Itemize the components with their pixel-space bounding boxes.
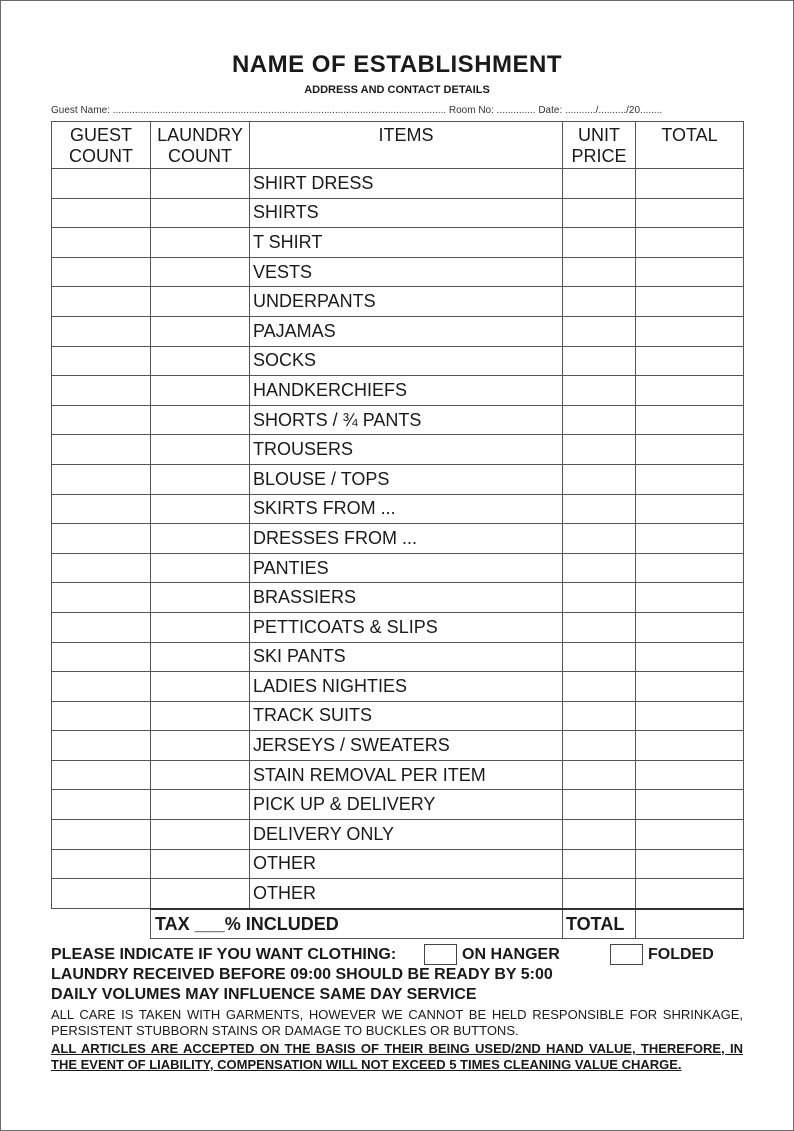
unit-price-cell[interactable] bbox=[563, 672, 636, 702]
unit-price-cell[interactable] bbox=[563, 494, 636, 524]
table-row bbox=[52, 435, 744, 465]
total-cell[interactable] bbox=[636, 672, 744, 702]
laundry-count-cell[interactable] bbox=[151, 553, 250, 583]
item-name: TROUSERS bbox=[250, 435, 563, 465]
unit-price-cell[interactable] bbox=[563, 228, 636, 258]
item-name: PICK UP & DELIVERY bbox=[250, 790, 563, 820]
unit-price-cell[interactable] bbox=[563, 879, 636, 909]
guest-count-cell[interactable] bbox=[52, 612, 151, 642]
total-cell[interactable] bbox=[636, 849, 744, 879]
total-cell[interactable] bbox=[636, 583, 744, 613]
total-cell[interactable] bbox=[636, 524, 744, 554]
folded-checkbox[interactable] bbox=[610, 944, 643, 965]
total-cell[interactable] bbox=[636, 820, 744, 850]
total-cell[interactable] bbox=[636, 790, 744, 820]
guest-count-cell[interactable] bbox=[52, 435, 151, 465]
total-cell[interactable] bbox=[636, 879, 744, 909]
col-guest-count: GUEST COUNT bbox=[52, 122, 151, 169]
total-cell[interactable] bbox=[636, 346, 744, 376]
item-name: VESTS bbox=[250, 257, 563, 287]
laundry-count-cell[interactable] bbox=[151, 464, 250, 494]
total-cell[interactable] bbox=[636, 731, 744, 761]
col-total: TOTAL bbox=[636, 122, 744, 169]
unit-price-cell[interactable] bbox=[563, 612, 636, 642]
table-row bbox=[52, 849, 744, 879]
item-name: STAIN REMOVAL PER ITEM bbox=[250, 760, 563, 790]
guest-count-cell[interactable] bbox=[52, 169, 151, 199]
laundry-count-cell[interactable] bbox=[151, 169, 250, 199]
laundry-count-cell[interactable] bbox=[151, 879, 250, 909]
guest-count-cell[interactable] bbox=[52, 228, 151, 258]
item-name: OTHER bbox=[250, 879, 563, 909]
establishment-name: NAME OF ESTABLISHMENT bbox=[231, 51, 563, 78]
ready-time-note: LAUNDRY RECEIVED BEFORE 09:00 SHOULD BE READY BY 5:00 bbox=[51, 966, 553, 983]
guest-count-cell[interactable] bbox=[52, 849, 151, 879]
item-name: SKI PANTS bbox=[250, 642, 563, 672]
unit-price-cell[interactable] bbox=[563, 287, 636, 317]
item-name: UNDERPANTS bbox=[250, 287, 563, 317]
total-cell[interactable] bbox=[636, 612, 744, 642]
tax-label: TAX ___% INCLUDED bbox=[151, 909, 563, 939]
guest-count-cell[interactable] bbox=[52, 642, 151, 672]
unit-price-cell[interactable] bbox=[563, 346, 636, 376]
unit-price-cell[interactable] bbox=[563, 524, 636, 554]
item-name: BRASSIERS bbox=[250, 583, 563, 613]
guest-count-cell[interactable] bbox=[52, 494, 151, 524]
clothing-preference bbox=[51, 945, 743, 965]
item-name: DELIVERY ONLY bbox=[250, 820, 563, 850]
guest-count-cell[interactable] bbox=[52, 583, 151, 613]
unit-price-cell[interactable] bbox=[563, 169, 636, 199]
table-row bbox=[52, 524, 744, 554]
folded-label: FOLDED bbox=[648, 946, 714, 963]
volume-note: DAILY VOLUMES MAY INFLUENCE SAME DAY SERVICE bbox=[51, 986, 477, 1003]
unit-price-cell[interactable] bbox=[563, 198, 636, 228]
item-name: SOCKS bbox=[250, 346, 563, 376]
item-name: BLOUSE / TOPS bbox=[250, 464, 563, 494]
unit-price-cell[interactable] bbox=[563, 376, 636, 406]
unit-price-cell[interactable] bbox=[563, 760, 636, 790]
table-row bbox=[52, 760, 744, 790]
guest-count-cell[interactable] bbox=[52, 346, 151, 376]
laundry-count-cell[interactable] bbox=[151, 287, 250, 317]
unit-price-cell[interactable] bbox=[563, 405, 636, 435]
unit-price-cell[interactable] bbox=[563, 583, 636, 613]
unit-price-cell[interactable] bbox=[563, 820, 636, 850]
total-cell[interactable] bbox=[636, 287, 744, 317]
unit-price-cell[interactable] bbox=[563, 731, 636, 761]
on-hanger-label: ON HANGER bbox=[462, 946, 560, 963]
unit-price-cell[interactable] bbox=[563, 553, 636, 583]
item-name: SHORTS / ¾ PANTS bbox=[250, 405, 563, 435]
guest-count-cell[interactable] bbox=[52, 464, 151, 494]
item-name: T SHIRT bbox=[250, 228, 563, 258]
laundry-count-cell[interactable] bbox=[151, 316, 250, 346]
laundry-count-cell[interactable] bbox=[151, 524, 250, 554]
item-name: PETTICOATS & SLIPS bbox=[250, 612, 563, 642]
table-row bbox=[52, 583, 744, 613]
unit-price-cell[interactable] bbox=[563, 316, 636, 346]
total-cell[interactable] bbox=[636, 701, 744, 731]
total-cell[interactable] bbox=[636, 257, 744, 287]
laundry-count-cell[interactable] bbox=[151, 760, 250, 790]
unit-price-cell[interactable] bbox=[563, 642, 636, 672]
item-name: PAJAMAS bbox=[250, 316, 563, 346]
table-row bbox=[52, 731, 744, 761]
table-row bbox=[52, 316, 744, 346]
laundry-count-cell[interactable] bbox=[151, 583, 250, 613]
table-row bbox=[52, 346, 744, 376]
table-row bbox=[52, 820, 744, 850]
item-name: SKIRTS FROM ... bbox=[250, 494, 563, 524]
item-name: DRESSES FROM ... bbox=[250, 524, 563, 554]
table-row bbox=[52, 257, 744, 287]
guest-count-cell[interactable] bbox=[52, 672, 151, 702]
indicate-label: PLEASE INDICATE IF YOU WANT CLOTHING: bbox=[51, 946, 397, 963]
table-row bbox=[52, 553, 744, 583]
table-row bbox=[52, 612, 744, 642]
care-disclaimer: ALL CARE IS TAKEN WITH GARMENTS, HOWEVER WE CANNOT BE HELD RESPONSIBLE FOR SHRINKAGE, PERSISTENT STUBBORN STAINS OR DAMAGE TO BUCKLES OR BUTTONS. bbox=[51, 1007, 743, 1038]
guest-count-cell[interactable] bbox=[52, 879, 151, 909]
laundry-count-cell[interactable] bbox=[151, 435, 250, 465]
table-row bbox=[52, 405, 744, 435]
guest-count-cell[interactable] bbox=[52, 198, 151, 228]
total-cell[interactable] bbox=[636, 553, 744, 583]
laundry-count-cell[interactable] bbox=[151, 849, 250, 879]
grand-total-cell[interactable] bbox=[636, 909, 744, 939]
table-row bbox=[52, 287, 744, 317]
col-laundry-count: LAUNDRY COUNT bbox=[151, 122, 250, 169]
table-row bbox=[52, 494, 744, 524]
guest-count-cell[interactable] bbox=[52, 553, 151, 583]
unit-price-cell[interactable] bbox=[563, 464, 636, 494]
address-details: ADDRESS AND CONTACT DETAILS bbox=[304, 84, 490, 96]
guest-count-cell[interactable] bbox=[52, 820, 151, 850]
total-cell[interactable] bbox=[636, 316, 744, 346]
item-name: JERSEYS / SWEATERS bbox=[250, 731, 563, 761]
laundry-count-cell[interactable] bbox=[151, 228, 250, 258]
guest-count-cell[interactable] bbox=[52, 760, 151, 790]
on-hanger-checkbox[interactable] bbox=[424, 944, 457, 965]
laundry-count-cell[interactable] bbox=[151, 257, 250, 287]
total-cell[interactable] bbox=[636, 464, 744, 494]
table-row bbox=[52, 672, 744, 702]
item-name: TRACK SUITS bbox=[250, 701, 563, 731]
laundry-count-cell[interactable] bbox=[151, 642, 250, 672]
guest-count-cell[interactable] bbox=[52, 257, 151, 287]
laundry-count-cell[interactable] bbox=[151, 346, 250, 376]
guest-count-cell[interactable] bbox=[52, 405, 151, 435]
laundry-count-cell[interactable] bbox=[151, 198, 250, 228]
guest-info-line[interactable]: Guest Name: ........................................................................................................................ Room No: .............. Date: .........../........../20........ bbox=[51, 105, 663, 116]
item-name: SHIRTS bbox=[250, 198, 563, 228]
total-cell[interactable] bbox=[636, 405, 744, 435]
table-row bbox=[52, 790, 744, 820]
total-cell[interactable] bbox=[636, 376, 744, 406]
laundry-count-cell[interactable] bbox=[151, 612, 250, 642]
table-row bbox=[52, 376, 744, 406]
guest-count-cell[interactable] bbox=[52, 790, 151, 820]
guest-count-cell[interactable] bbox=[52, 524, 151, 554]
guest-count-cell[interactable] bbox=[52, 731, 151, 761]
laundry-count-cell[interactable] bbox=[151, 790, 250, 820]
total-cell[interactable] bbox=[636, 228, 744, 258]
unit-price-cell[interactable] bbox=[563, 790, 636, 820]
laundry-count-cell[interactable] bbox=[151, 672, 250, 702]
total-cell[interactable] bbox=[636, 198, 744, 228]
table-row bbox=[52, 169, 744, 199]
unit-price-cell[interactable] bbox=[563, 435, 636, 465]
total-label: TOTAL bbox=[563, 909, 636, 939]
table-row bbox=[52, 642, 744, 672]
table-row bbox=[52, 228, 744, 258]
unit-price-cell[interactable] bbox=[563, 849, 636, 879]
guest-count-cell[interactable] bbox=[52, 287, 151, 317]
item-name: OTHER bbox=[250, 849, 563, 879]
total-cell[interactable] bbox=[636, 760, 744, 790]
col-items: ITEMS bbox=[250, 122, 563, 169]
table-row bbox=[52, 701, 744, 731]
laundry-count-cell[interactable] bbox=[151, 494, 250, 524]
total-cell[interactable] bbox=[636, 642, 744, 672]
laundry-count-cell[interactable] bbox=[151, 731, 250, 761]
guest-count-cell[interactable] bbox=[52, 316, 151, 346]
item-name: PANTIES bbox=[250, 553, 563, 583]
unit-price-cell[interactable] bbox=[563, 701, 636, 731]
item-name: SHIRT DRESS bbox=[250, 169, 563, 199]
unit-price-cell[interactable] bbox=[563, 257, 636, 287]
guest-count-cell[interactable] bbox=[52, 376, 151, 406]
liability-disclaimer: ALL ARTICLES ARE ACCEPTED ON THE BASIS OF THEIR BEING USED/2ND HAND VALUE, THEREFORE, IN THE EVENT OF LIABILITY, COMPENSATION WILL NOT EXCEED 5 TIMES CLEANING VALUE CHARGE. bbox=[51, 1041, 743, 1072]
laundry-count-cell[interactable] bbox=[151, 701, 250, 731]
table-row bbox=[52, 879, 744, 909]
table-row bbox=[52, 198, 744, 228]
item-name: HANDKERCHIEFS bbox=[250, 376, 563, 406]
laundry-table bbox=[51, 121, 744, 939]
notes-section bbox=[51, 945, 743, 1073]
guest-count-cell[interactable] bbox=[52, 701, 151, 731]
item-name: LADIES NIGHTIES bbox=[250, 672, 563, 702]
laundry-count-cell[interactable] bbox=[151, 405, 250, 435]
laundry-count-cell[interactable] bbox=[151, 376, 250, 406]
total-cell[interactable] bbox=[636, 494, 744, 524]
laundry-count-cell[interactable] bbox=[151, 820, 250, 850]
table-row bbox=[52, 464, 744, 494]
col-unit-price: UNIT PRICE bbox=[563, 122, 636, 169]
total-cell[interactable] bbox=[636, 435, 744, 465]
total-cell[interactable] bbox=[636, 169, 744, 199]
